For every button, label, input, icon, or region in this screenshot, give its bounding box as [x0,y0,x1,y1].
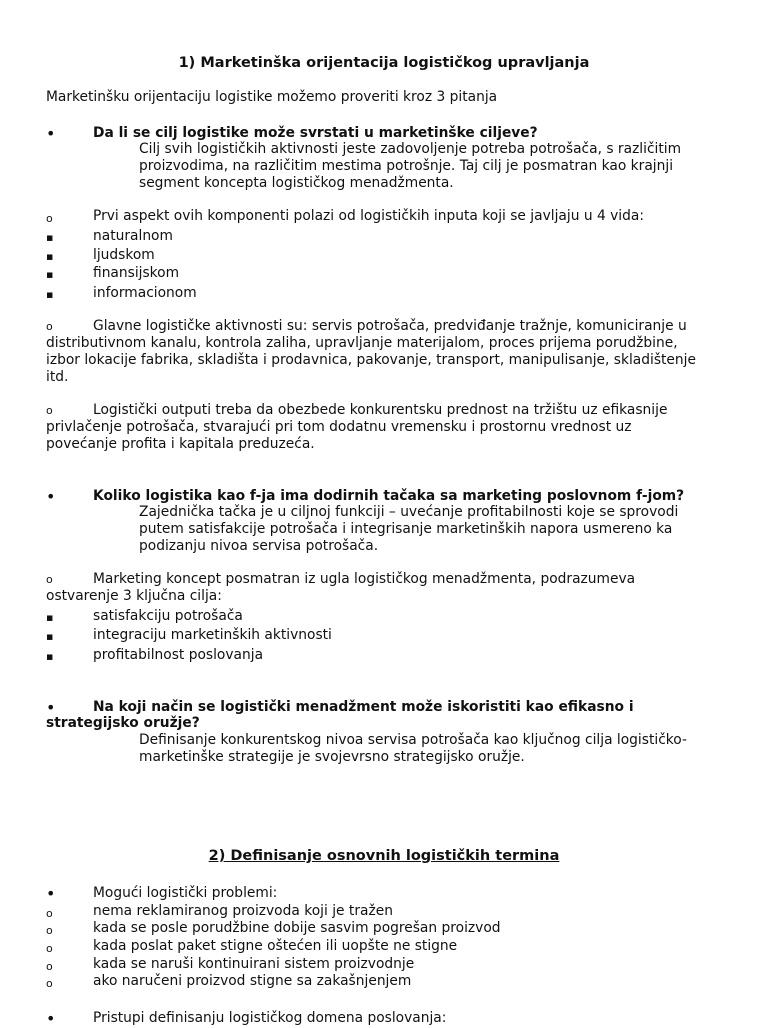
list-item-text: kada se posle porudžbine dobije sasvim pogrešan proizvod [93,920,501,936]
answer-2-line: putem satisfakcije potrošača i integrisanje marketinških napora usmereno ka [139,521,673,537]
list-item-text: integraciju marketinških aktivnosti [93,627,332,643]
bullet-marker: • [46,487,56,506]
square-marker: ▪ [46,611,54,624]
answer-3-line: marketinške strategije je svojevrsno strategijsko oružje. [139,749,525,765]
circle-marker: o [46,320,53,333]
outputs-paragraph [46,402,726,453]
list-item-text: kada poslat paket stigne oštećen ili uopšte ne stigne [93,938,458,954]
square-marker: ▪ [46,231,54,244]
list-item-text: ako naručeni proizvod stigne sa zakašnjenjem [93,973,412,989]
intro-text: Marketinšku orijentaciju logistike možemo proveriti kroz 3 pitanja [46,89,498,105]
list-item-text: informacionom [93,285,197,301]
section-title-2: 2) Definisanje osnovnih logističkih termina [208,848,560,864]
list-item-text: finansijskom [93,265,180,281]
paragraph-line: o Logistički outputi treba da obezbede konkurentsku prednost na tržištu uz efikasnije [46,402,668,418]
paragraph-line: o Marketing koncept posmatran iz ugla logističkog menadžmenta, podrazumeva [46,571,636,587]
circle-marker: o [46,977,53,990]
square-marker: ▪ [46,250,54,263]
square-marker: ▪ [46,630,54,643]
circle-marker: o [46,960,53,973]
answer-1-line: Cilj svih logističkih aktivnosti jeste zadovoljenje potreba potrošača, s različitim [139,141,682,157]
answer-3 [139,732,729,766]
answer-2-line: podizanju nivoa servisa potrošača. [139,538,379,554]
bullet-marker: • [46,698,56,717]
concept-paragraph [46,571,726,605]
paragraph-line: ostvarenje 3 ključna cilja: [46,588,222,604]
paragraph-line: o Glavne logističke aktivnosti su: servis potrošača, predviđanje tražnje, komuniciranje u [46,318,687,334]
paragraph-line: distributivnom kanalu, kontrola zaliha, upravljanje materijalom, proces prijema porudžbine, [46,335,678,351]
square-marker: ▪ [46,268,54,281]
section-title-1: 1) Marketinška orijentacija logističkog upravljanja [178,55,590,71]
square-marker: ▪ [46,650,54,663]
list-item-text: nema reklamiranog proizvoda koji je tražen [93,903,393,919]
approaches-intro-text: Pristupi definisanju logističkog domena poslovanja: [93,1010,447,1026]
answer-1-line: proizvodima, na različitim mestima potrošnje. Taj cilj je posmatran kao krajnji [139,158,674,174]
square-marker: ▪ [46,288,54,301]
paragraph-line: povećanje profita i kapitala preduzeća. [46,436,315,452]
list-item-text: ljudskom [93,247,155,263]
question-2-text: Koliko logistika kao f-ja ima dodirnih tačaka sa marketing poslovnom f-jom? [93,488,685,504]
bullet-marker: • [46,1009,56,1028]
answer-1 [139,141,729,192]
circle-marker: o [46,212,53,225]
bullet-marker: • [46,124,56,143]
list-item-text: naturalnom [93,228,173,244]
circle-marker: o [46,924,53,937]
inputs-intro-text: Prvi aspekt ovih komponenti polazi od logističkih inputa koji se javljaju u 4 vida: [93,208,644,224]
paragraph-line: itd. [46,369,69,385]
circle-marker: o [46,573,53,586]
list-item-text: satisfakciju potrošača [93,608,243,624]
answer-2 [139,504,729,555]
circle-marker: o [46,942,53,955]
list-item-text: profitabilnost poslovanja [93,647,264,663]
list-item-text: kada se naruši kontinuirani sistem proizvodnje [93,956,415,972]
problems-intro-text: Mogući logistički problemi: [93,885,278,901]
activities-paragraph [46,318,726,386]
answer-1-line: segment koncepta logističkog menadžmenta. [139,175,454,191]
circle-marker: o [46,404,53,417]
question-3-continued: strategijsko oružje? [46,715,200,731]
answer-2-line: Zajednička tačka je u ciljnoj funkciji – uvećanje profitabilnosti koje se sprovodi [139,504,679,520]
paragraph-line: izbor lokacije fabrika, skladišta i prodavnica, pakovanje, transport, manipulisanje, skladištenje [46,352,696,368]
question-3-text: Na koji način se logistički menadžment može iskoristiti kao efikasno i [93,699,634,715]
answer-3-line: Definisanje konkurentskog nivoa servisa potrošača kao ključnog cilja logističko- [139,732,687,748]
circle-marker: o [46,907,53,920]
question-1-text: Da li se cilj logistike može svrstati u marketinške ciljeve? [93,125,538,141]
bullet-marker: • [46,884,56,903]
paragraph-line: privlačenje potrošača, stvarajući pri tom dodatnu vremensku i prostornu vrednost uz [46,419,632,435]
